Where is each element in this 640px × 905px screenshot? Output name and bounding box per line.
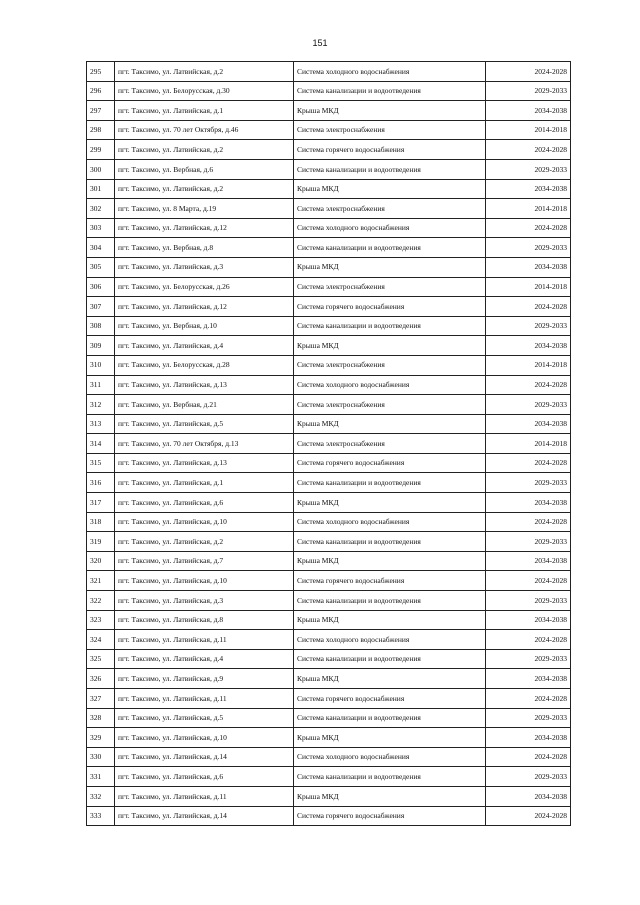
system-cell: Система холодного водоснабжения [294,512,486,532]
table-row [87,630,571,650]
row-number-cell: 326 [87,669,115,689]
address-cell: пгт. Таксимо, ул. Латвийская, д.7 [115,551,294,571]
period-cell: 2034-2038 [486,414,571,434]
row-number-cell: 330 [87,747,115,767]
row-number-cell: 318 [87,512,115,532]
table-row [87,316,571,336]
period-cell: 2024-2028 [486,747,571,767]
row-number-cell: 317 [87,493,115,513]
table-row [87,238,571,258]
address-cell: пгт. Таксимо, ул. Белорусская, д.30 [115,81,294,101]
system-cell: Система электроснабжения [294,277,486,297]
system-cell: Система электроснабжения [294,434,486,454]
period-cell: 2014-2018 [486,199,571,219]
address-cell: пгт. Таксимо, ул. Вербная, д.6 [115,159,294,179]
system-cell: Система канализации и водоотведения [294,473,486,493]
address-cell: пгт. Таксимо, ул. 8 Марта, д.19 [115,199,294,219]
row-number-cell: 306 [87,277,115,297]
row-number-cell: 313 [87,414,115,434]
period-cell: 2029-2033 [486,81,571,101]
row-number-cell: 328 [87,708,115,728]
table-row [87,532,571,552]
row-number-cell: 302 [87,199,115,219]
table-row [87,591,571,611]
address-cell: пгт. Таксимо, ул. Латвийская, д.3 [115,257,294,277]
table-row [87,140,571,160]
period-cell: 2014-2018 [486,434,571,454]
table-row [87,649,571,669]
row-number-cell: 329 [87,728,115,748]
system-cell: Крыша МКД [294,101,486,121]
period-cell: 2029-2033 [486,238,571,258]
system-cell: Система холодного водоснабжения [294,62,486,82]
row-number-cell: 312 [87,395,115,415]
period-cell: 2029-2033 [486,159,571,179]
row-number-cell: 298 [87,120,115,140]
row-number-cell: 309 [87,336,115,356]
row-number-cell: 297 [87,101,115,121]
row-number-cell: 324 [87,630,115,650]
table-row [87,512,571,532]
system-cell: Система электроснабжения [294,120,486,140]
address-cell: пгт. Таксимо, ул. Латвийская, д.8 [115,610,294,630]
system-cell: Система канализации и водоотведения [294,316,486,336]
registry-table-body [87,62,571,826]
table-row [87,551,571,571]
system-cell: Система канализации и водоотведения [294,532,486,552]
table-row [87,199,571,219]
row-number-cell: 315 [87,453,115,473]
period-cell: 2029-2033 [486,708,571,728]
period-cell: 2029-2033 [486,316,571,336]
address-cell: пгт. Таксимо, ул. Латвийская, д.4 [115,649,294,669]
system-cell: Система электроснабжения [294,199,486,219]
row-number-cell: 332 [87,786,115,806]
address-cell: пгт. Таксимо, ул. Латвийская, д.6 [115,493,294,513]
period-cell: 2034-2038 [486,610,571,630]
address-cell: пгт. Таксимо, ул. Латвийская, д.14 [115,806,294,826]
system-cell: Крыша МКД [294,551,486,571]
row-number-cell: 300 [87,159,115,179]
system-cell: Крыша МКД [294,414,486,434]
table-row [87,669,571,689]
table-row [87,571,571,591]
address-cell: пгт. Таксимо, ул. Латвийская, д.12 [115,297,294,317]
system-cell: Система холодного водоснабжения [294,630,486,650]
period-cell: 2029-2033 [486,473,571,493]
row-number-cell: 327 [87,689,115,709]
period-cell: 2024-2028 [486,218,571,238]
table-row [87,375,571,395]
address-cell: пгт. Таксимо, ул. Латвийская, д.10 [115,571,294,591]
system-cell: Система канализации и водоотведения [294,767,486,787]
address-cell: пгт. Таксимо, ул. Латвийская, д.9 [115,669,294,689]
system-cell: Система канализации и водоотведения [294,708,486,728]
row-number-cell: 321 [87,571,115,591]
period-cell: 2024-2028 [486,453,571,473]
period-cell: 2029-2033 [486,649,571,669]
system-cell: Крыша МКД [294,493,486,513]
row-number-cell: 303 [87,218,115,238]
period-cell: 2034-2038 [486,728,571,748]
period-cell: 2034-2038 [486,257,571,277]
period-cell: 2024-2028 [486,806,571,826]
system-cell: Система канализации и водоотведения [294,81,486,101]
system-cell: Крыша МКД [294,336,486,356]
address-cell: пгт. Таксимо, ул. Латвийская, д.13 [115,453,294,473]
row-number-cell: 296 [87,81,115,101]
table-row [87,277,571,297]
period-cell: 2034-2038 [486,336,571,356]
period-cell: 2024-2028 [486,512,571,532]
period-cell: 2014-2018 [486,277,571,297]
period-cell: 2034-2038 [486,101,571,121]
system-cell: Система электроснабжения [294,395,486,415]
system-cell: Система канализации и водоотведения [294,649,486,669]
address-cell: пгт. Таксимо, ул. Вербная, д.10 [115,316,294,336]
address-cell: пгт. Таксимо, ул. Белорусская, д.28 [115,355,294,375]
table-row [87,434,571,454]
table-row [87,747,571,767]
system-cell: Система электроснабжения [294,355,486,375]
address-cell: пгт. Таксимо, ул. Латвийская, д.4 [115,336,294,356]
system-cell: Система канализации и водоотведения [294,159,486,179]
row-number-cell: 299 [87,140,115,160]
table-row [87,159,571,179]
system-cell: Система холодного водоснабжения [294,218,486,238]
table-row [87,395,571,415]
address-cell: пгт. Таксимо, ул. Латвийская, д.3 [115,591,294,611]
address-cell: пгт. Таксимо, ул. Латвийская, д.2 [115,179,294,199]
period-cell: 2029-2033 [486,395,571,415]
row-number-cell: 323 [87,610,115,630]
system-cell: Система горячего водоснабжения [294,689,486,709]
table-row [87,473,571,493]
address-cell: пгт. Таксимо, ул. Латвийская, д.5 [115,708,294,728]
address-cell: пгт. Таксимо, ул. Латвийская, д.2 [115,140,294,160]
address-cell: пгт. Таксимо, ул. Латвийская, д.6 [115,767,294,787]
row-number-cell: 307 [87,297,115,317]
address-cell: пгт. Таксимо, ул. Вербная, д.8 [115,238,294,258]
row-number-cell: 322 [87,591,115,611]
address-cell: пгт. Таксимо, ул. Вербная, д.21 [115,395,294,415]
address-cell: пгт. Таксимо, ул. Латвийская, д.2 [115,532,294,552]
row-number-cell: 305 [87,257,115,277]
address-cell: пгт. Таксимо, ул. Латвийская, д.1 [115,101,294,121]
period-cell: 2024-2028 [486,571,571,591]
table-row [87,610,571,630]
table-row [87,728,571,748]
row-number-cell: 304 [87,238,115,258]
system-cell: Система горячего водоснабжения [294,453,486,473]
system-cell: Система горячего водоснабжения [294,806,486,826]
table-row [87,81,571,101]
row-number-cell: 310 [87,355,115,375]
table-row [87,767,571,787]
address-cell: пгт. Таксимо, ул. Белорусская, д.26 [115,277,294,297]
table-row [87,257,571,277]
row-number-cell: 311 [87,375,115,395]
table-row [87,120,571,140]
address-cell: пгт. Таксимо, ул. Латвийская, д.13 [115,375,294,395]
period-cell: 2014-2018 [486,120,571,140]
period-cell: 2034-2038 [486,786,571,806]
address-cell: пгт. Таксимо, ул. Латвийская, д.14 [115,747,294,767]
system-cell: Крыша МКД [294,257,486,277]
address-cell: пгт. Таксимо, ул. Латвийская, д.11 [115,689,294,709]
table-row [87,101,571,121]
table-row [87,493,571,513]
row-number-cell: 325 [87,649,115,669]
period-cell: 2024-2028 [486,375,571,395]
address-cell: пгт. Таксимо, ул. 70 лет Октября, д.46 [115,120,294,140]
table-row [87,297,571,317]
row-number-cell: 295 [87,62,115,82]
table-row [87,786,571,806]
system-cell: Крыша МКД [294,728,486,748]
address-cell: пгт. Таксимо, ул. Латвийская, д.5 [115,414,294,434]
table-row [87,453,571,473]
period-cell: 2029-2033 [486,591,571,611]
period-cell: 2034-2038 [486,551,571,571]
system-cell: Крыша МКД [294,786,486,806]
period-cell: 2024-2028 [486,140,571,160]
address-cell: пгт. Таксимо, ул. Латвийская, д.10 [115,728,294,748]
row-number-cell: 301 [87,179,115,199]
period-cell: 2024-2028 [486,630,571,650]
address-cell: пгт. Таксимо, ул. Латвийская, д.1 [115,473,294,493]
period-cell: 2024-2028 [486,62,571,82]
period-cell: 2034-2038 [486,493,571,513]
address-cell: пгт. Таксимо, ул. Латвийская, д.10 [115,512,294,532]
system-cell: Крыша МКД [294,610,486,630]
system-cell: Система горячего водоснабжения [294,571,486,591]
table-row [87,62,571,82]
period-cell: 2024-2028 [486,689,571,709]
system-cell: Система канализации и водоотведения [294,238,486,258]
table-row [87,179,571,199]
address-cell: пгт. Таксимо, ул. Латвийская, д.11 [115,630,294,650]
page-number: 151 [312,38,328,48]
period-cell: 2024-2028 [486,297,571,317]
address-cell: пгт. Таксимо, ул. 70 лет Октября, д.13 [115,434,294,454]
table-row [87,689,571,709]
registry-table [86,61,571,826]
period-cell: 2034-2038 [486,179,571,199]
system-cell: Крыша МКД [294,669,486,689]
row-number-cell: 319 [87,532,115,552]
table-row [87,218,571,238]
table-row [87,414,571,434]
row-number-cell: 314 [87,434,115,454]
system-cell: Система канализации и водоотведения [294,591,486,611]
address-cell: пгт. Таксимо, ул. Латвийская, д.12 [115,218,294,238]
row-number-cell: 333 [87,806,115,826]
period-cell: 2029-2033 [486,532,571,552]
table-row [87,708,571,728]
address-cell: пгт. Таксимо, ул. Латвийская, д.11 [115,786,294,806]
row-number-cell: 331 [87,767,115,787]
row-number-cell: 320 [87,551,115,571]
system-cell: Система холодного водоснабжения [294,747,486,767]
system-cell: Система холодного водоснабжения [294,375,486,395]
row-number-cell: 316 [87,473,115,493]
system-cell: Крыша МКД [294,179,486,199]
period-cell: 2034-2038 [486,669,571,689]
period-cell: 2029-2033 [486,767,571,787]
period-cell: 2014-2018 [486,355,571,375]
address-cell: пгт. Таксимо, ул. Латвийская, д.2 [115,62,294,82]
table-row [87,355,571,375]
system-cell: Система горячего водоснабжения [294,140,486,160]
row-number-cell: 308 [87,316,115,336]
system-cell: Система горячего водоснабжения [294,297,486,317]
table-row [87,336,571,356]
table-row [87,806,571,826]
